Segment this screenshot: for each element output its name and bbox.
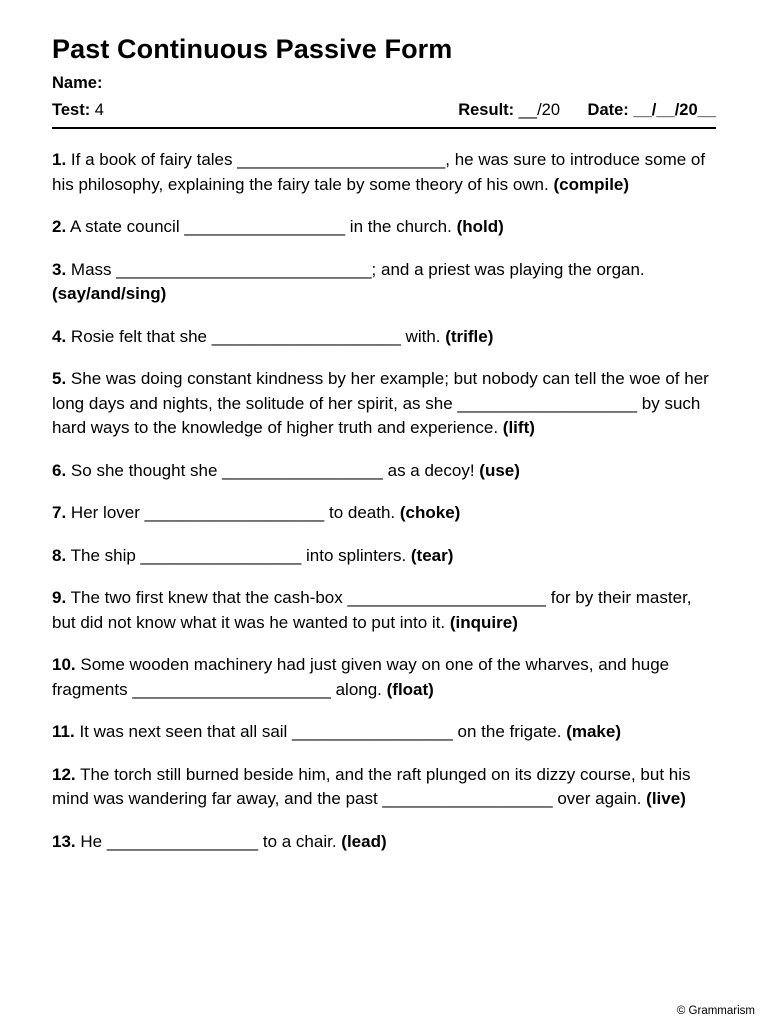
question-item (52, 258, 716, 307)
verb-hint: (make) (566, 722, 621, 741)
question-text-after: to death. (324, 503, 400, 522)
question-item (52, 720, 716, 745)
question-item (52, 148, 716, 197)
question-text-before: The ship (70, 545, 141, 565)
question-text-before: Mass (70, 259, 117, 279)
question-text-before: So she thought she (70, 460, 223, 480)
question-text-after: with. (400, 326, 446, 346)
date-value: __/__/20__ (633, 101, 716, 119)
question-number: 1. (52, 150, 67, 169)
name-field-label: Name: (52, 74, 103, 92)
verb-hint: (compile) (553, 174, 630, 194)
question-number: 3. (52, 259, 67, 279)
verb-hint: (tear) (410, 545, 454, 565)
verb-hint: (say/and/sing) (52, 284, 167, 303)
question-item (52, 367, 716, 441)
question-text-before: He (80, 831, 107, 851)
verb-hint: (hold) (456, 217, 504, 236)
page-title: Past Continuous Passive Form (52, 34, 453, 64)
question-text-before: The two first knew that the cash-box (70, 588, 348, 607)
question-item (52, 763, 716, 812)
answer-blank[interactable]: _____________________ (132, 679, 331, 699)
question-item (52, 544, 716, 569)
test-label: Test: (52, 101, 91, 119)
verb-hint: (live) (646, 789, 686, 808)
question-text-before: It was next seen that all sail (79, 722, 293, 741)
question-text-after: into splinters. (301, 545, 411, 565)
question-text-before: Rosie felt that she (70, 326, 212, 346)
question-number: 12. (52, 764, 76, 784)
question-text-after: for by their master, but did not know what it was he wanted to put into it. (52, 588, 692, 632)
question-item (52, 215, 716, 240)
question-text-after: , he was sure to introduce some of his philosophy, explaining the fairy tale by some theory of his own. (52, 150, 706, 194)
question-number: 6. (52, 460, 67, 480)
verb-hint: (lead) (341, 831, 387, 851)
result-value: __/20 (518, 101, 561, 119)
verb-hint: (lift) (502, 418, 535, 437)
verb-hint: (inquire) (449, 612, 518, 632)
question-item (52, 830, 716, 855)
date-label: Date: (587, 101, 629, 119)
question-item (52, 501, 716, 526)
question-text-before: Her lover (70, 503, 145, 522)
result-label: Result: (458, 101, 515, 119)
question-text-after: as a decoy! (382, 460, 480, 480)
answer-blank[interactable]: ___________________ (457, 393, 638, 413)
copyright-notice: © Grammarism (676, 1005, 755, 1017)
test-info (52, 101, 104, 120)
question-item (52, 325, 716, 350)
answer-blank[interactable]: ______________________ (237, 150, 446, 169)
verb-hint: (trifle) (445, 326, 494, 346)
question-number: 2. (52, 217, 67, 236)
question-text-after: over again. (552, 789, 647, 808)
question-number: 10. (52, 655, 76, 674)
question-text-before: Some wooden machinery had just given way on one of the wharves, and huge fragments (52, 655, 670, 699)
answer-blank[interactable]: ____________________ (211, 326, 401, 346)
question-item (52, 586, 716, 635)
verb-hint: (use) (479, 460, 520, 480)
question-text-before: The torch still burned beside him, and the raft plunged on its dizzy course, but his mind was wandering far away, and the past (52, 764, 691, 808)
question-number: 7. (52, 503, 67, 522)
test-number: 4 (94, 101, 104, 119)
question-text-after: in the church. (345, 217, 457, 236)
question-text-before: If a book of fairy tales (70, 150, 238, 169)
answer-blank[interactable]: _________________ (140, 545, 302, 565)
question-item (52, 459, 716, 484)
answer-blank[interactable]: _____________________ (347, 588, 547, 607)
answer-blank[interactable]: _________________ (222, 460, 383, 480)
answer-blank[interactable]: ___________________________ (116, 259, 372, 279)
answer-blank[interactable]: _________________ (184, 217, 346, 236)
verb-hint: (float) (386, 679, 434, 699)
question-number: 8. (52, 545, 67, 565)
question-number: 9. (52, 588, 67, 607)
answer-blank[interactable]: __________________ (382, 789, 553, 808)
answer-blank[interactable]: ________________ (106, 831, 259, 851)
question-item (52, 653, 716, 702)
question-text-after: along. (330, 679, 387, 699)
question-text-after: to a chair. (258, 831, 342, 851)
question-text-before: She was doing constant kindness by her example; but nobody can tell the woe of her long days and nights, the solitude of her spirit, as she (52, 369, 709, 413)
result-date-info (458, 101, 716, 120)
answer-blank[interactable]: _________________ (292, 722, 453, 741)
question-list (52, 148, 716, 872)
answer-blank[interactable]: ___________________ (144, 503, 325, 522)
question-number: 5. (52, 369, 67, 388)
question-text-after: on the frigate. (452, 722, 567, 741)
question-text-before: A state council (69, 217, 185, 236)
question-text-after: by such hard ways to the knowledge of higher truth and experience. (52, 393, 701, 437)
header-divider (52, 127, 716, 129)
question-number: 11. (52, 722, 75, 741)
question-number: 4. (52, 326, 67, 346)
question-text-after: ; and a priest was playing the organ. (371, 259, 645, 279)
verb-hint: (choke) (399, 503, 461, 522)
question-number: 13. (52, 831, 76, 851)
